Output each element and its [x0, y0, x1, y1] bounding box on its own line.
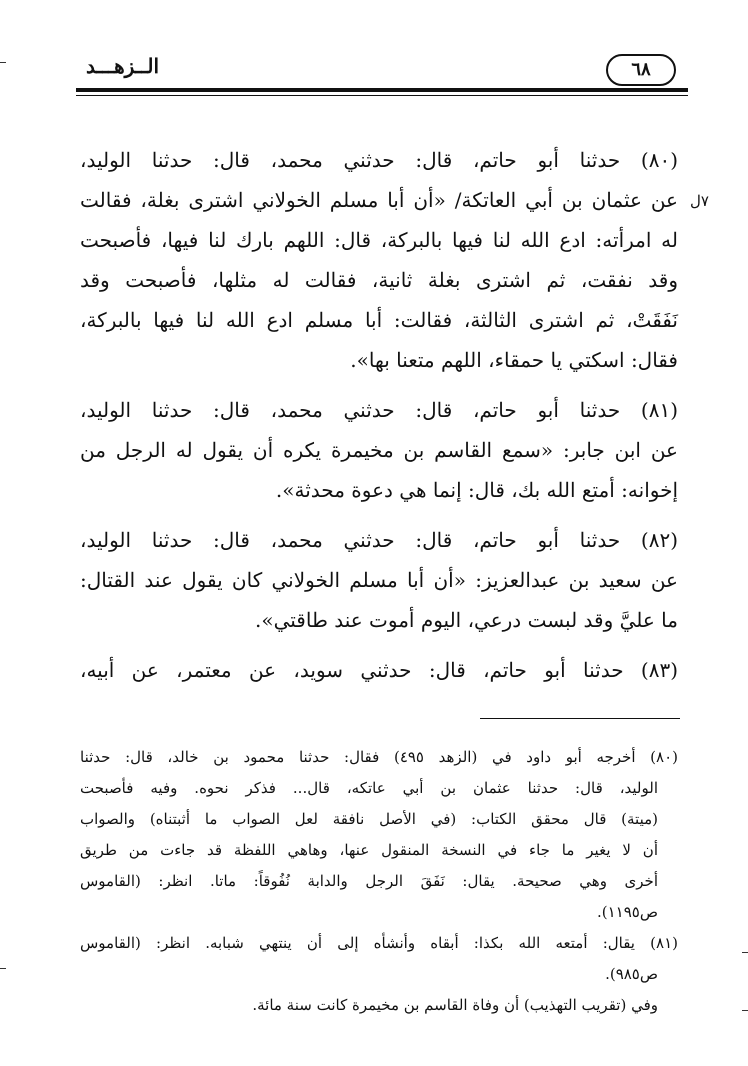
footnote-line: (ميتة) قال محقق الكتاب: (في الأصل نافقة لعل الصواب ما أثبتناه) والصواب — [80, 810, 658, 828]
manuscript-folio-ref: ٧ل — [690, 192, 709, 210]
footnote-line: أخرى وهي صحيحة. يقال: نَفَقَ الرجل والدابة نُفُوقاً: ماتا. انظر: (القاموس — [80, 872, 658, 890]
header-rule-thin — [76, 95, 688, 96]
footnote-line: وفي (تقريب التهذيب) أن وفاة القاسم بن مخيمرة كانت سنة مائة. — [252, 996, 658, 1014]
footnotes — [80, 742, 678, 1021]
paragraph-83 — [80, 650, 678, 690]
footnote-80 — [80, 742, 678, 928]
paragraph-80 — [80, 140, 678, 380]
text-line: له امرأته: ادع الله لنا فيها بالبركة، قال: اللهم بارك لنا فيها، فأصبحت — [80, 228, 678, 252]
running-title: الــزهـــد — [86, 54, 160, 78]
footnote-line: الوليد، قال: حدثنا عثمان بن أبي عاتكه، قال... فذكر نحوه. وفيه فأصبحت — [80, 779, 658, 797]
page-number: ٦٨ — [606, 54, 676, 86]
footnote-line: ص٩٨٥). — [605, 965, 658, 983]
text-line: نَفَقَتْ، ثم اشترى الثالثة، فقالت: أبا مسلم ادع الله لنا فيها بالبركة، — [80, 308, 678, 332]
text-line: ما عليَّ وقد لبست درعي، اليوم أموت عند طاقتي». — [254, 608, 678, 632]
footnote-separator — [480, 718, 680, 719]
scan-edge-mark — [742, 952, 748, 953]
text-line: إخوانه: أمتع الله بك، قال: إنما هي دعوة محدثة». — [275, 478, 678, 502]
text-line: (٨٢) حدثنا أبو حاتم، قال: حدثني محمد، قال: حدثنا الوليد، — [80, 528, 678, 552]
text-line: عن عثمان بن أبي العاتكة/ «أن أبا مسلم الخولاني اشترى بغلة، فقالت — [80, 188, 678, 212]
header-rule-thick — [76, 88, 688, 92]
text-line: وقد نفقت، ثم اشترى بغلة ثانية، فقالت له مثلها، فأصبحت وقد — [80, 268, 678, 292]
scan-edge-mark — [0, 62, 6, 63]
footnote-81 — [80, 928, 678, 990]
text-line: عن ابن جابر: «سمع القاسم بن مخيمرة يكره أن يقول له الرجل من — [80, 438, 678, 462]
text-line: (٨٣) حدثنا أبو حاتم، قال: حدثني سويد، عن معتمر، عن أبيه، — [80, 658, 678, 682]
paragraph-82 — [80, 520, 678, 640]
paragraph-81 — [80, 390, 678, 510]
scan-edge-mark — [742, 1010, 748, 1011]
footnote-line: ص١١٩٥). — [597, 903, 658, 921]
scan-edge-mark — [0, 968, 6, 969]
footnote-line: (٨٠) أخرجه أبو داود في (الزهد ٤٩٥) فقال: حدثنا محمود بن خالد، قال: حدثنا — [80, 748, 678, 766]
footnote-line: أن لا يغير ما جاء في النسخة المنقول عنها، وهاهي اللفظة قد جاءت من طريق — [80, 841, 658, 859]
footnote-line: (٨١) يقال: أمتعه الله بكذا: أبقاه وأنشأه إلى أن ينتهي شبابه. انظر: (القاموس — [80, 934, 678, 952]
text-line: (٨١) حدثنا أبو حاتم، قال: حدثني محمد، قال: حدثنا الوليد، — [80, 398, 678, 422]
text-line: فقال: اسكتي يا حمقاء، اللهم متعنا بها». — [350, 348, 678, 372]
main-text — [80, 140, 678, 700]
footnote-81-continued — [80, 990, 678, 1021]
text-line: (٨٠) حدثنا أبو حاتم، قال: حدثني محمد، قال: حدثنا الوليد، — [80, 148, 678, 172]
text-line: عن سعيد بن عبدالعزيز: «أن أبا مسلم الخولاني كان يقول عند القتال: — [80, 568, 678, 592]
